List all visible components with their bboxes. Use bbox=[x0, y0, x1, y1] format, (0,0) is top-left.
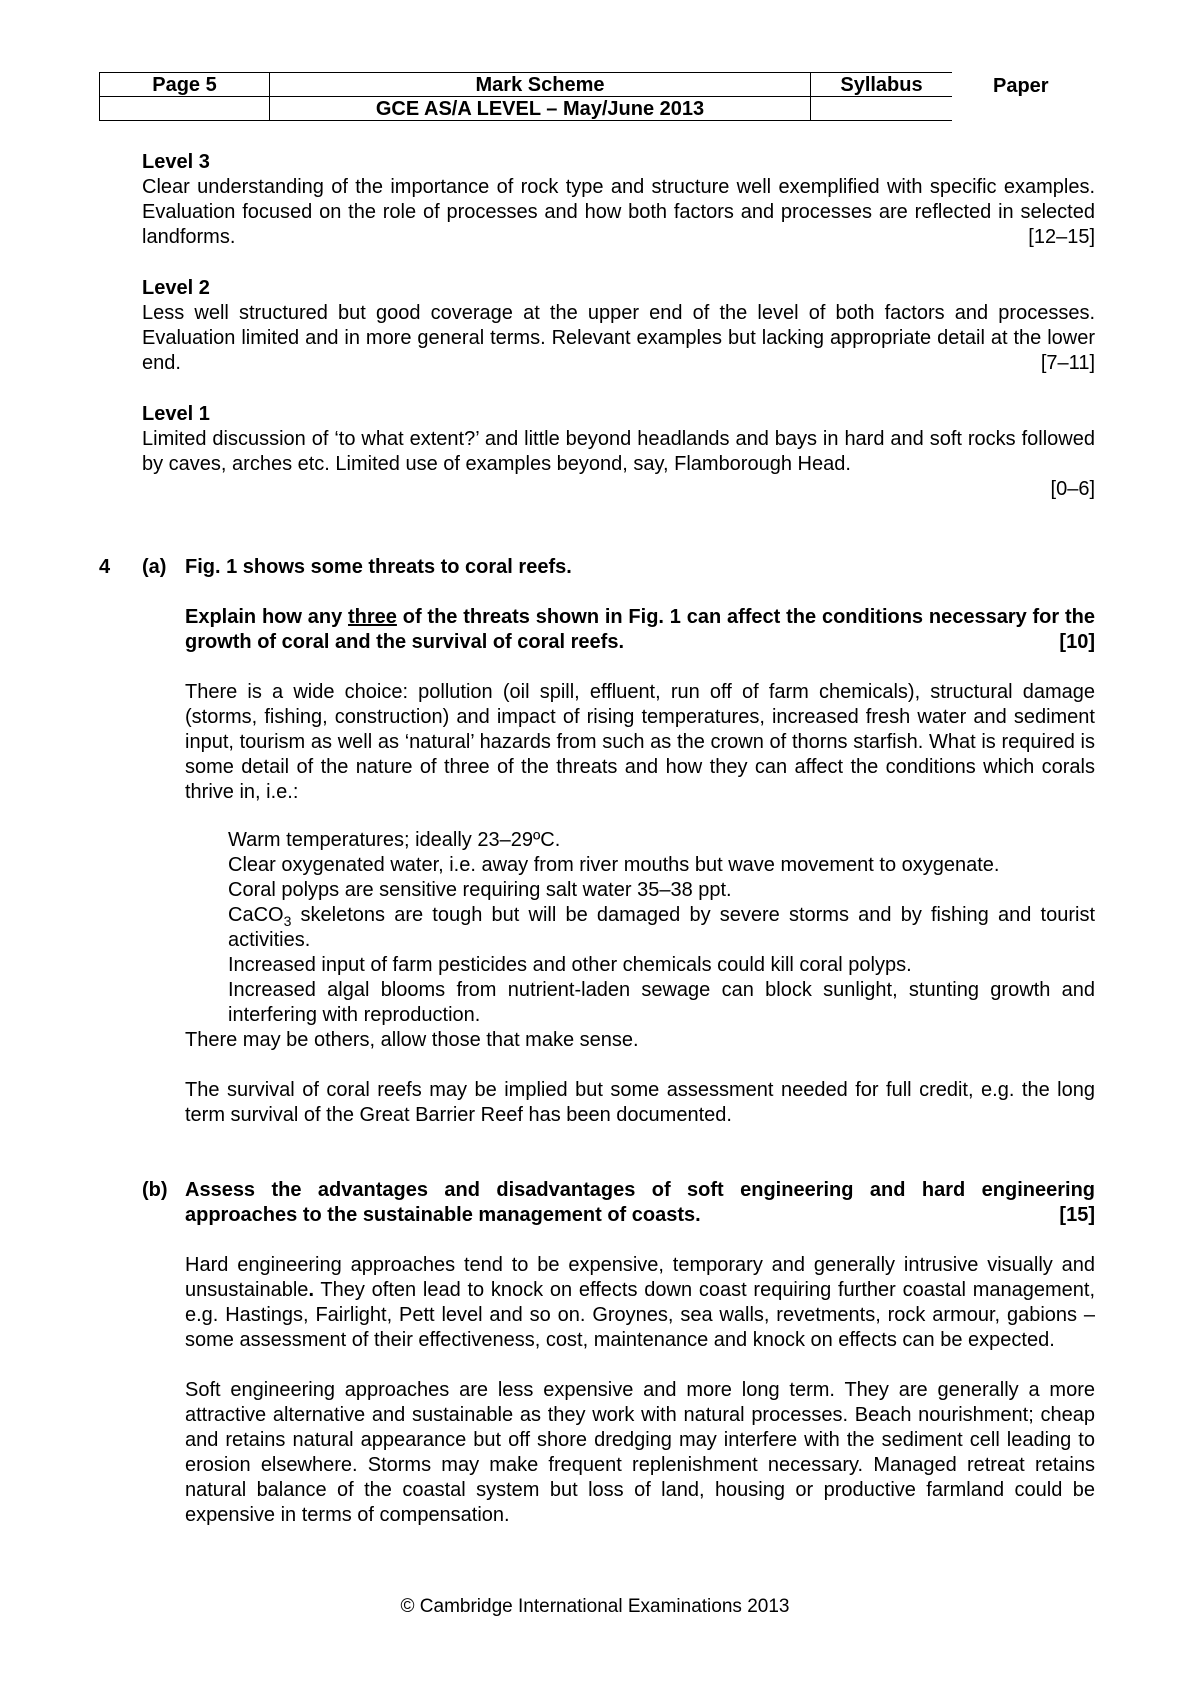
question-a-text: Explain how any three of the threats shown in Fig. 1 can affect the conditions necessary for the growth of coral and the survival of coral reefs. [10] bbox=[185, 606, 1095, 653]
level-mark: [7–11] bbox=[1040, 352, 1095, 374]
level-description: Limited discussion of ‘to what extent?’ and little beyond headlands and bays in hard and soft rocks followed by caves, arches etc. Limited use of examples beyond, say, Flamborough Head. bbox=[142, 428, 1095, 475]
level-mark: [12–15] bbox=[1028, 226, 1095, 248]
level-title: Level 1 bbox=[142, 403, 210, 425]
list-item: Coral polyps are sensitive requiring salt water 35–38 ppt. bbox=[228, 879, 732, 901]
question-number: 4 bbox=[99, 556, 111, 578]
header-syllabus: Syllabus bbox=[811, 73, 953, 97]
level-1-block bbox=[142, 402, 1095, 502]
list-item: Increased input of farm pesticides and other chemicals could kill coral polyps. bbox=[228, 954, 912, 976]
question-part-b-label: (b) bbox=[142, 1179, 168, 1201]
level-description: Less well structured but good coverage at the upper end of the level of both factors and processes. Evaluation limited and in more general terms. Relevant examples but lacking appropriate detail at the lower end. [7–11] bbox=[142, 302, 1095, 374]
answer-a-intro: There is a wide choice: pollution (oil spill, effluent, run off of farm chemicals), structural damage (storms, fishing, construction) and impact of rising temperatures, increased fresh water and sediment input, tourism as well as ‘natural’ hazards from such as the crown of thorns starfish. What is required is some detail of the nature of three of the threats and how they can affect the conditions which corals thrive in, i.e.: bbox=[185, 681, 1095, 803]
question-b-mark: [15] bbox=[1059, 1204, 1095, 1226]
answer-a-others: There may be others, allow those that make sense. bbox=[185, 1029, 639, 1051]
question-part-a-label: (a) bbox=[142, 556, 167, 578]
list-item: Increased algal blooms from nutrient-laden sewage can block sunlight, stunting growth and interfering with reproduction. bbox=[228, 979, 1095, 1026]
coral-conditions-list bbox=[228, 828, 1095, 1028]
header-empty-cell bbox=[100, 97, 270, 121]
header-mark-scheme: Mark Scheme bbox=[270, 73, 811, 97]
question-b-text: Assess the advantages and disadvantages of soft engineering and hard engineering approaches to the sustainable management of coasts. [15] bbox=[185, 1179, 1095, 1226]
level-3-block bbox=[142, 150, 1095, 250]
header-exam: GCE AS/A LEVEL – May/June 2013 bbox=[270, 97, 811, 121]
list-item: CaCO$_3$ skeletons are tough but will be damaged by severe storms and by fishing and tourist activities. bbox=[228, 904, 1095, 951]
underlined-word: three bbox=[348, 606, 397, 628]
question-a-mark: [10] bbox=[1059, 631, 1095, 653]
level-description: Clear understanding of the importance of rock type and structure well exemplified with specific examples. Evaluation focused on the role of processes and how both factors and processes are reflected in selected landforms. [12–15] bbox=[142, 176, 1095, 248]
header-paper: Paper bbox=[993, 75, 1049, 97]
question-a-stem: Fig. 1 shows some threats to coral reefs. bbox=[185, 556, 572, 578]
footer-copyright: © Cambridge International Examinations 2013 bbox=[400, 1596, 790, 1617]
level-2-block bbox=[142, 276, 1095, 376]
answer-b-soft-engineering: Soft engineering approaches are less expensive and more long term. They are generally a more attractive alternative and sustainable as they work with natural processes. Beach nourishment; cheap and retains natural appearance but off shore dredging may interfere with the sediment cell leading to erosion elsewhere. Storms may make frequent replenishment necessary. Managed retreat retains natural balance of the coastal system but loss of land, housing or productive farmland could be expensive in terms of compensation. bbox=[185, 1379, 1095, 1526]
list-item: Warm temperatures; ideally 23–29ºC. bbox=[228, 829, 561, 851]
header-table bbox=[99, 72, 952, 121]
level-title: Level 2 bbox=[142, 277, 210, 299]
level-mark: [0–6] bbox=[1050, 478, 1095, 500]
list-item: Clear oxygenated water, i.e. away from river mouths but wave movement to oxygenate. bbox=[228, 854, 1000, 876]
header-empty-cell bbox=[811, 97, 953, 121]
answer-a-survival: The survival of coral reefs may be implied but some assessment needed for full credit, e.g. the long term survival of the Great Barrier Reef has been documented. bbox=[185, 1079, 1095, 1126]
level-title: Level 3 bbox=[142, 151, 210, 173]
header-page: Page 5 bbox=[100, 73, 270, 97]
answer-b-hard-engineering: Hard engineering approaches tend to be expensive, temporary and generally intrusive visually and unsustainable. They often lead to knock on effects down coast requiring further coastal management, e.g. Hastings, Fairlight, Pett level and so on. Groynes, sea walls, revetments, rock armour, gabions – some assessment of their effectiveness, cost, maintenance and knock on effects can be expected. bbox=[185, 1254, 1095, 1351]
